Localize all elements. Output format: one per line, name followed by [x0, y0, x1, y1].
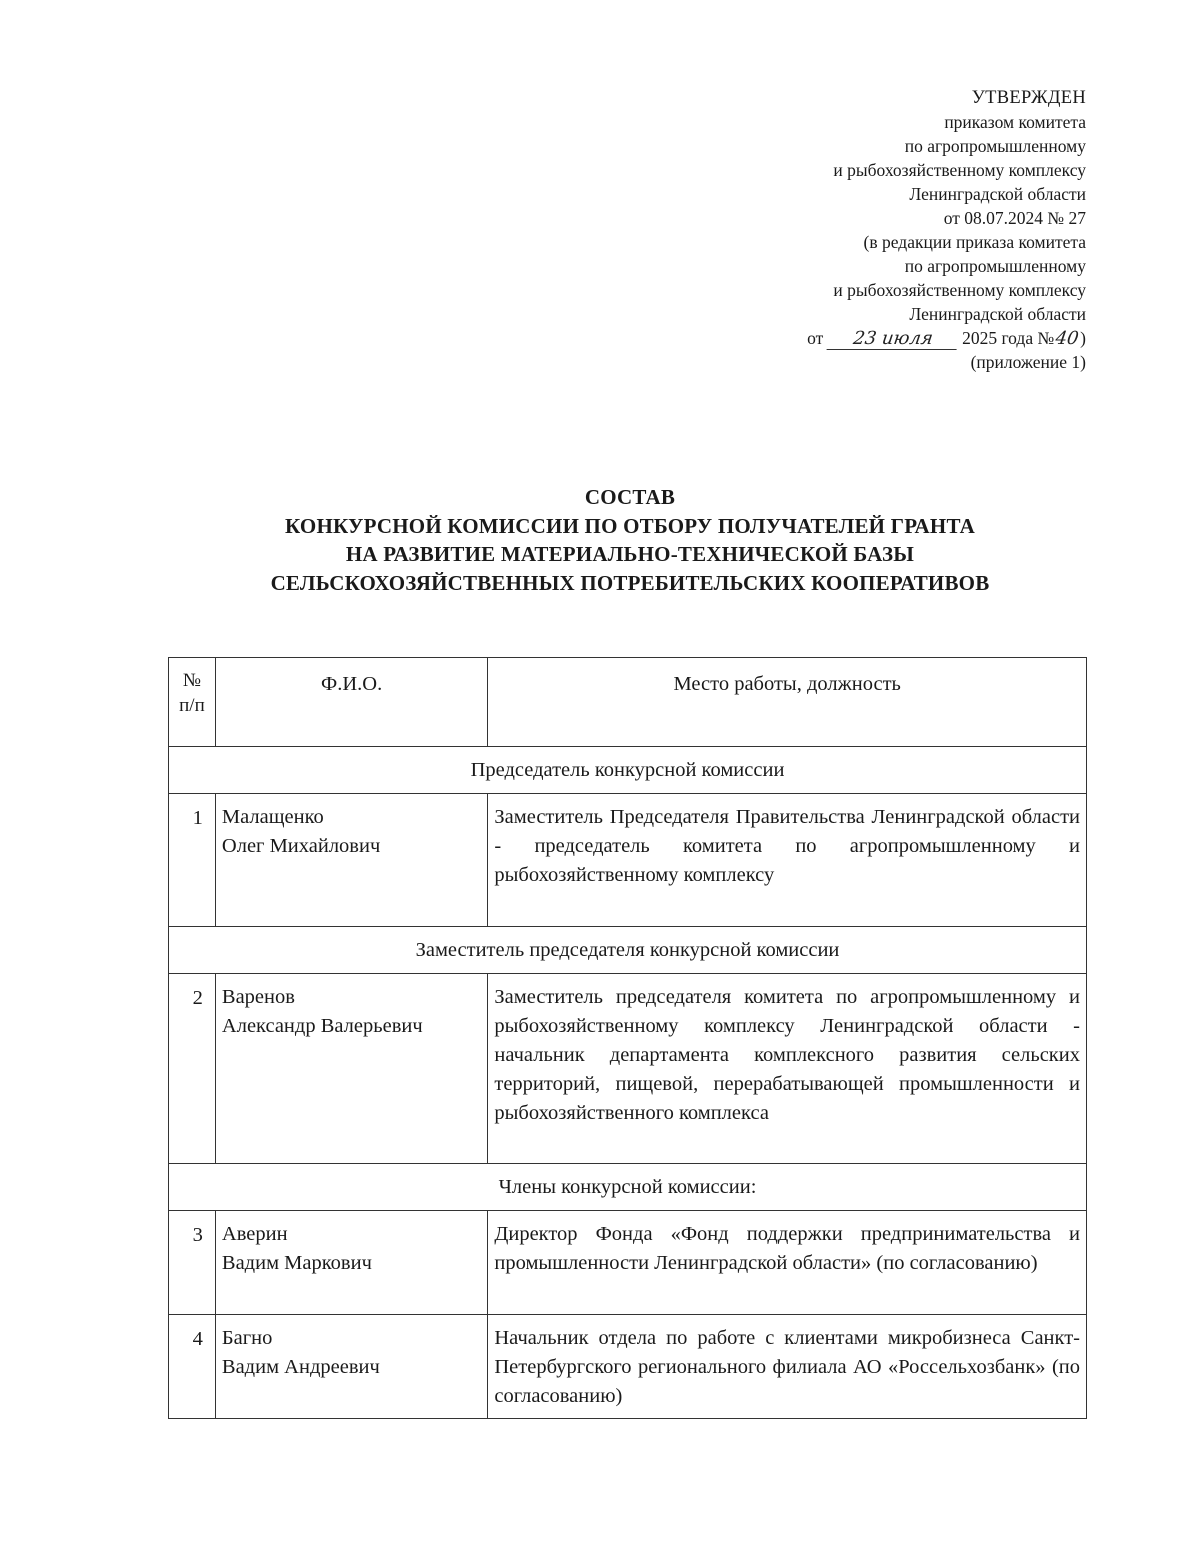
title-line: СЕЛЬСКОХОЗЯЙСТВЕННЫХ ПОТРЕБИТЕЛЬСКИХ КООПЕРАТИВОВ [270, 570, 990, 595]
member-name [215, 1211, 487, 1315]
member-given-name: Александр Валерьевич [221, 1015, 423, 1037]
handwritten-date: 23 июля [826, 329, 959, 350]
row-num: 3 [169, 1211, 216, 1315]
header-num-sign: № [182, 670, 202, 691]
header-position: Место работы, должность [488, 658, 1087, 747]
commission-table [168, 657, 1087, 1419]
member-surname: Варенов [221, 986, 295, 1008]
member-surname: Багно [221, 1327, 273, 1349]
header-name: Ф.И.О. [215, 658, 487, 747]
section-row [169, 747, 1087, 794]
approval-line: по агропромышленному [904, 256, 1086, 276]
approval-block [666, 86, 1086, 374]
member-name [215, 1315, 487, 1419]
approval-line: и рыбохозяйственному комплексу [833, 280, 1086, 300]
approval-line: Ленинградской области [909, 184, 1086, 204]
section-title: Председатель конкурсной комиссии [169, 747, 1087, 794]
approval-date-line [666, 326, 1086, 350]
member-position: Начальник отдела по работе с клиентами микробизнеса Санкт-Петербургского регионального филиала АО «Россельхозбанк» (по согласованию) [488, 1315, 1087, 1419]
title-line: НА РАЗВИТИЕ МАТЕРИАЛЬНО-ТЕХНИЧЕСКОЙ БАЗЫ [345, 542, 915, 566]
row-num: 4 [169, 1315, 216, 1419]
section-row [169, 927, 1087, 974]
approval-line: от 08.07.2024 № 27 [943, 208, 1086, 228]
date-middle: 2025 года № [962, 328, 1055, 348]
member-given-name: Олег Михайлович [221, 835, 381, 857]
approval-line: (в редакции приказа комитета [863, 232, 1086, 252]
table-row [169, 794, 1087, 927]
title-line: СОСТАВ [584, 485, 676, 509]
member-given-name: Вадим Маркович [221, 1252, 372, 1274]
row-num: 2 [169, 974, 216, 1164]
section-row [169, 1164, 1087, 1211]
document-title [0, 483, 1200, 597]
member-position: Заместитель председателя комитета по агропромышленному и рыбохозяйственному комплексу Ленинградской области - начальник департамента комплексного развития сельских территорий, пищевой, перерабатывающей промышленности и рыбохозяйственного комплекса [488, 974, 1087, 1164]
section-title: Члены конкурсной комиссии: [169, 1164, 1087, 1211]
section-title: Заместитель председателя конкурсной комиссии [169, 927, 1087, 974]
approval-line: Ленинградской области [909, 304, 1086, 324]
title-line: КОНКУРСНОЙ КОМИССИИ ПО ОТБОРУ ПОЛУЧАТЕЛЕЙ ГРАНТА [285, 513, 975, 538]
approval-line: и рыбохозяйственному комплексу [833, 160, 1086, 180]
date-suffix: ) [1080, 328, 1086, 348]
member-surname: Малащенко [221, 806, 324, 828]
header-num-abbr: п/п [179, 695, 205, 716]
member-name [215, 794, 487, 927]
approval-line: по агропромышленному [904, 136, 1086, 156]
approval-title: УТВЕРЖДЕН [971, 88, 1086, 108]
table-row [169, 1211, 1087, 1315]
table-row [169, 974, 1087, 1164]
member-name [215, 974, 487, 1164]
date-prefix: от [807, 328, 824, 348]
appendix-note: (приложение 1) [970, 352, 1086, 372]
member-position: Заместитель Председателя Правительства Ленинградской области - председатель комитета по агропромышленному и рыбохозяйственному комплексу [488, 794, 1087, 927]
table-row [169, 1315, 1087, 1419]
member-surname: Аверин [221, 1223, 288, 1245]
header-num [169, 658, 216, 747]
table-header-row [169, 658, 1087, 747]
approval-line: приказом комитета [944, 112, 1086, 132]
member-position: Директор Фонда «Фонд поддержки предпринимательства и промышленности Ленинградской области» (по согласованию) [488, 1211, 1087, 1315]
handwritten-number: 40 [1054, 328, 1081, 349]
member-given-name: Вадим Андреевич [221, 1356, 380, 1378]
row-num: 1 [169, 794, 216, 927]
